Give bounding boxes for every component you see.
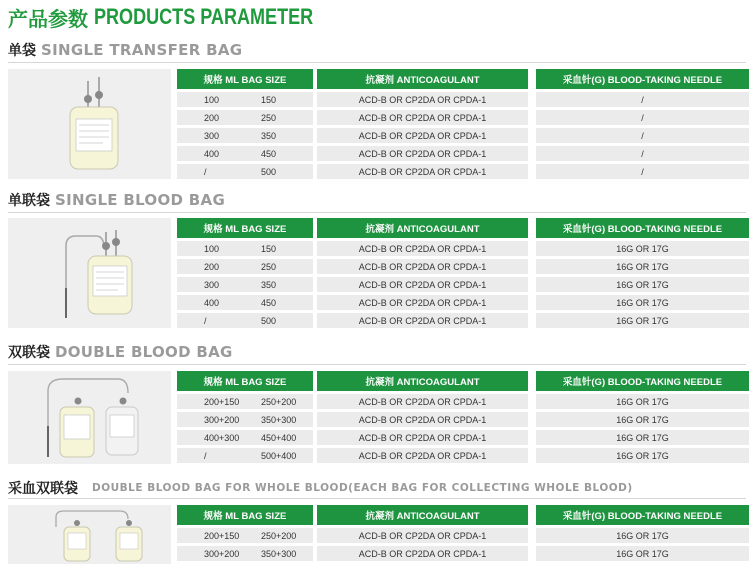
table-row <box>177 128 749 143</box>
size-min: 300 <box>204 279 220 290</box>
section-title-single-transfer-bag <box>8 40 242 60</box>
size-max: 250+200 <box>261 396 297 407</box>
cell-anticoagulant: ACD-B OR CP2DA OR CPDA-1 <box>317 241 528 256</box>
cell-size <box>177 412 313 427</box>
size-max: 450+400 <box>261 432 297 443</box>
size-min: 100 <box>204 243 220 254</box>
cell-needle: 16G OR 17G <box>536 259 749 274</box>
cell-size <box>177 430 313 445</box>
table-header <box>177 371 749 391</box>
cell-size <box>177 241 313 256</box>
single-blood-bag-image <box>8 218 171 328</box>
size-min: / <box>204 166 207 177</box>
cell-needle: 16G OR 17G <box>536 412 749 427</box>
section-divider <box>8 212 746 213</box>
cell-anticoagulant: ACD-B OR CP2DA OR CPDA-1 <box>317 277 528 292</box>
size-max: 450 <box>261 297 277 308</box>
header-anticoagulant: 抗凝剂 ANTICOAGULANT <box>317 505 528 525</box>
size-max: 350+300 <box>261 548 297 559</box>
size-max: 250+200 <box>261 530 297 541</box>
cell-size <box>177 528 313 543</box>
cell-anticoagulant: ACD-B OR CP2DA OR CPDA-1 <box>317 430 528 445</box>
cell-anticoagulant: ACD-B OR CP2DA OR CPDA-1 <box>317 448 528 463</box>
table-row <box>177 277 749 292</box>
cell-anticoagulant: ACD-B OR CP2DA OR CPDA-1 <box>317 295 528 310</box>
cell-needle: 16G OR 17G <box>536 313 749 328</box>
cell-needle: / <box>536 92 749 107</box>
size-max: 500+400 <box>261 450 297 461</box>
cell-anticoagulant: ACD-B OR CP2DA OR CPDA-1 <box>317 110 528 125</box>
size-min: 300+200 <box>204 548 240 559</box>
section-divider <box>8 62 746 63</box>
cell-anticoagulant: ACD-B OR CP2DA OR CPDA-1 <box>317 128 528 143</box>
table-row <box>177 146 749 161</box>
table-header <box>177 218 749 238</box>
size-min: / <box>204 450 207 461</box>
cell-size <box>177 295 313 310</box>
size-min: 200+150 <box>204 396 240 407</box>
size-min: 200+150 <box>204 530 240 541</box>
section-title-en: SINGLE TRANSFER BAG <box>41 41 243 59</box>
header-needle: 采血针(G) BLOOD-TAKING NEEDLE <box>536 505 749 525</box>
size-min: 200 <box>204 261 220 272</box>
size-min: / <box>204 315 207 326</box>
cell-needle: 16G OR 17G <box>536 546 749 561</box>
cell-size <box>177 313 313 328</box>
cell-needle: / <box>536 110 749 125</box>
table-row <box>177 412 749 427</box>
cell-needle: 16G OR 17G <box>536 241 749 256</box>
header-size: 规格 ML BAG SIZE <box>177 69 313 89</box>
cell-needle: 16G OR 17G <box>536 277 749 292</box>
cell-size <box>177 259 313 274</box>
table-row <box>177 313 749 328</box>
header-anticoagulant: 抗凝剂 ANTICOAGULANT <box>317 218 528 238</box>
size-max: 350 <box>261 130 277 141</box>
header-needle: 采血针(G) BLOOD-TAKING NEEDLE <box>536 371 749 391</box>
section-title-cn: 采血双联袋 <box>8 481 78 497</box>
size-min: 200 <box>204 112 220 123</box>
cell-size <box>177 128 313 143</box>
section-divider <box>8 364 746 365</box>
size-max: 150 <box>261 243 277 254</box>
size-max: 450 <box>261 148 277 159</box>
table-row <box>177 448 749 463</box>
cell-anticoagulant: ACD-B OR CP2DA OR CPDA-1 <box>317 394 528 409</box>
cell-needle: / <box>536 128 749 143</box>
size-min: 300+200 <box>204 414 240 425</box>
blood-bag-illustration <box>8 69 171 179</box>
cell-anticoagulant: ACD-B OR CP2DA OR CPDA-1 <box>317 92 528 107</box>
section-title-en: DOUBLE BLOOD BAG <box>55 343 233 361</box>
table-row <box>177 295 749 310</box>
table-row <box>177 110 749 125</box>
cell-size <box>177 277 313 292</box>
page-title-cn: 产品参数 <box>8 6 88 31</box>
size-max: 250 <box>261 112 277 123</box>
cell-anticoagulant: ACD-B OR CP2DA OR CPDA-1 <box>317 146 528 161</box>
size-max: 150 <box>261 94 277 105</box>
header-needle: 采血针(G) BLOOD-TAKING NEEDLE <box>536 69 749 89</box>
size-max: 500 <box>261 166 277 177</box>
cell-size <box>177 146 313 161</box>
header-size: 规格 ML BAG SIZE <box>177 371 313 391</box>
blood-bag-illustration <box>8 218 171 328</box>
blood-bag-illustration <box>8 371 171 464</box>
cell-needle: 16G OR 17G <box>536 295 749 310</box>
cell-size <box>177 546 313 561</box>
blood-bag-illustration <box>8 505 171 564</box>
page-title <box>8 4 361 30</box>
table-row <box>177 92 749 107</box>
section-title-single-blood-bag <box>8 190 225 210</box>
section-title-en: DOUBLE BLOOD BAG FOR WHOLE BLOOD(EACH BAG FOR COLLECTING WHOLE BLOOD) <box>92 482 633 494</box>
size-max: 500 <box>261 315 277 326</box>
header-anticoagulant: 抗凝剂 ANTICOAGULANT <box>317 371 528 391</box>
section-title-cn: 单袋 <box>8 43 36 59</box>
size-min: 400+300 <box>204 432 240 443</box>
cell-needle: 16G OR 17G <box>536 448 749 463</box>
header-size: 规格 ML BAG SIZE <box>177 505 313 525</box>
size-max: 350+300 <box>261 414 297 425</box>
cell-size <box>177 164 313 179</box>
size-min: 300 <box>204 130 220 141</box>
single-transfer-bag-image <box>8 69 171 179</box>
size-min: 400 <box>204 148 220 159</box>
section-title-double-blood-bag <box>8 342 233 362</box>
whole-blood-double-bag-image <box>8 505 171 564</box>
size-min: 400 <box>204 297 220 308</box>
header-size: 规格 ML BAG SIZE <box>177 218 313 238</box>
section-title-cn: 单联袋 <box>8 193 50 209</box>
table-row <box>177 394 749 409</box>
table-row <box>177 528 749 543</box>
header-anticoagulant: 抗凝剂 ANTICOAGULANT <box>317 69 528 89</box>
cell-anticoagulant: ACD-B OR CP2DA OR CPDA-1 <box>317 528 528 543</box>
cell-size <box>177 394 313 409</box>
section-title-en: SINGLE BLOOD BAG <box>55 191 226 209</box>
table-row <box>177 164 749 179</box>
double-blood-bag-image <box>8 371 171 464</box>
table-row <box>177 241 749 256</box>
table-header <box>177 69 749 89</box>
section-title-cn: 双联袋 <box>8 345 50 361</box>
cell-anticoagulant: ACD-B OR CP2DA OR CPDA-1 <box>317 164 528 179</box>
size-min: 100 <box>204 94 220 105</box>
header-needle: 采血针(G) BLOOD-TAKING NEEDLE <box>536 218 749 238</box>
cell-needle: 16G OR 17G <box>536 430 749 445</box>
cell-anticoagulant: ACD-B OR CP2DA OR CPDA-1 <box>317 412 528 427</box>
cell-anticoagulant: ACD-B OR CP2DA OR CPDA-1 <box>317 546 528 561</box>
section-title-whole-blood-double-bag <box>8 478 633 498</box>
cell-size <box>177 448 313 463</box>
size-max: 250 <box>261 261 277 272</box>
cell-needle: 16G OR 17G <box>536 394 749 409</box>
size-max: 350 <box>261 279 277 290</box>
cell-needle: / <box>536 164 749 179</box>
table-header <box>177 505 749 525</box>
table-row <box>177 546 749 561</box>
table-row <box>177 259 749 274</box>
cell-anticoagulant: ACD-B OR CP2DA OR CPDA-1 <box>317 259 528 274</box>
cell-needle: / <box>536 146 749 161</box>
cell-size <box>177 110 313 125</box>
cell-size <box>177 92 313 107</box>
section-divider <box>8 498 746 499</box>
cell-anticoagulant: ACD-B OR CP2DA OR CPDA-1 <box>317 313 528 328</box>
table-row <box>177 430 749 445</box>
cell-needle: 16G OR 17G <box>536 528 749 543</box>
page-title-en: PRODUCTS PARAMETER <box>94 4 314 29</box>
